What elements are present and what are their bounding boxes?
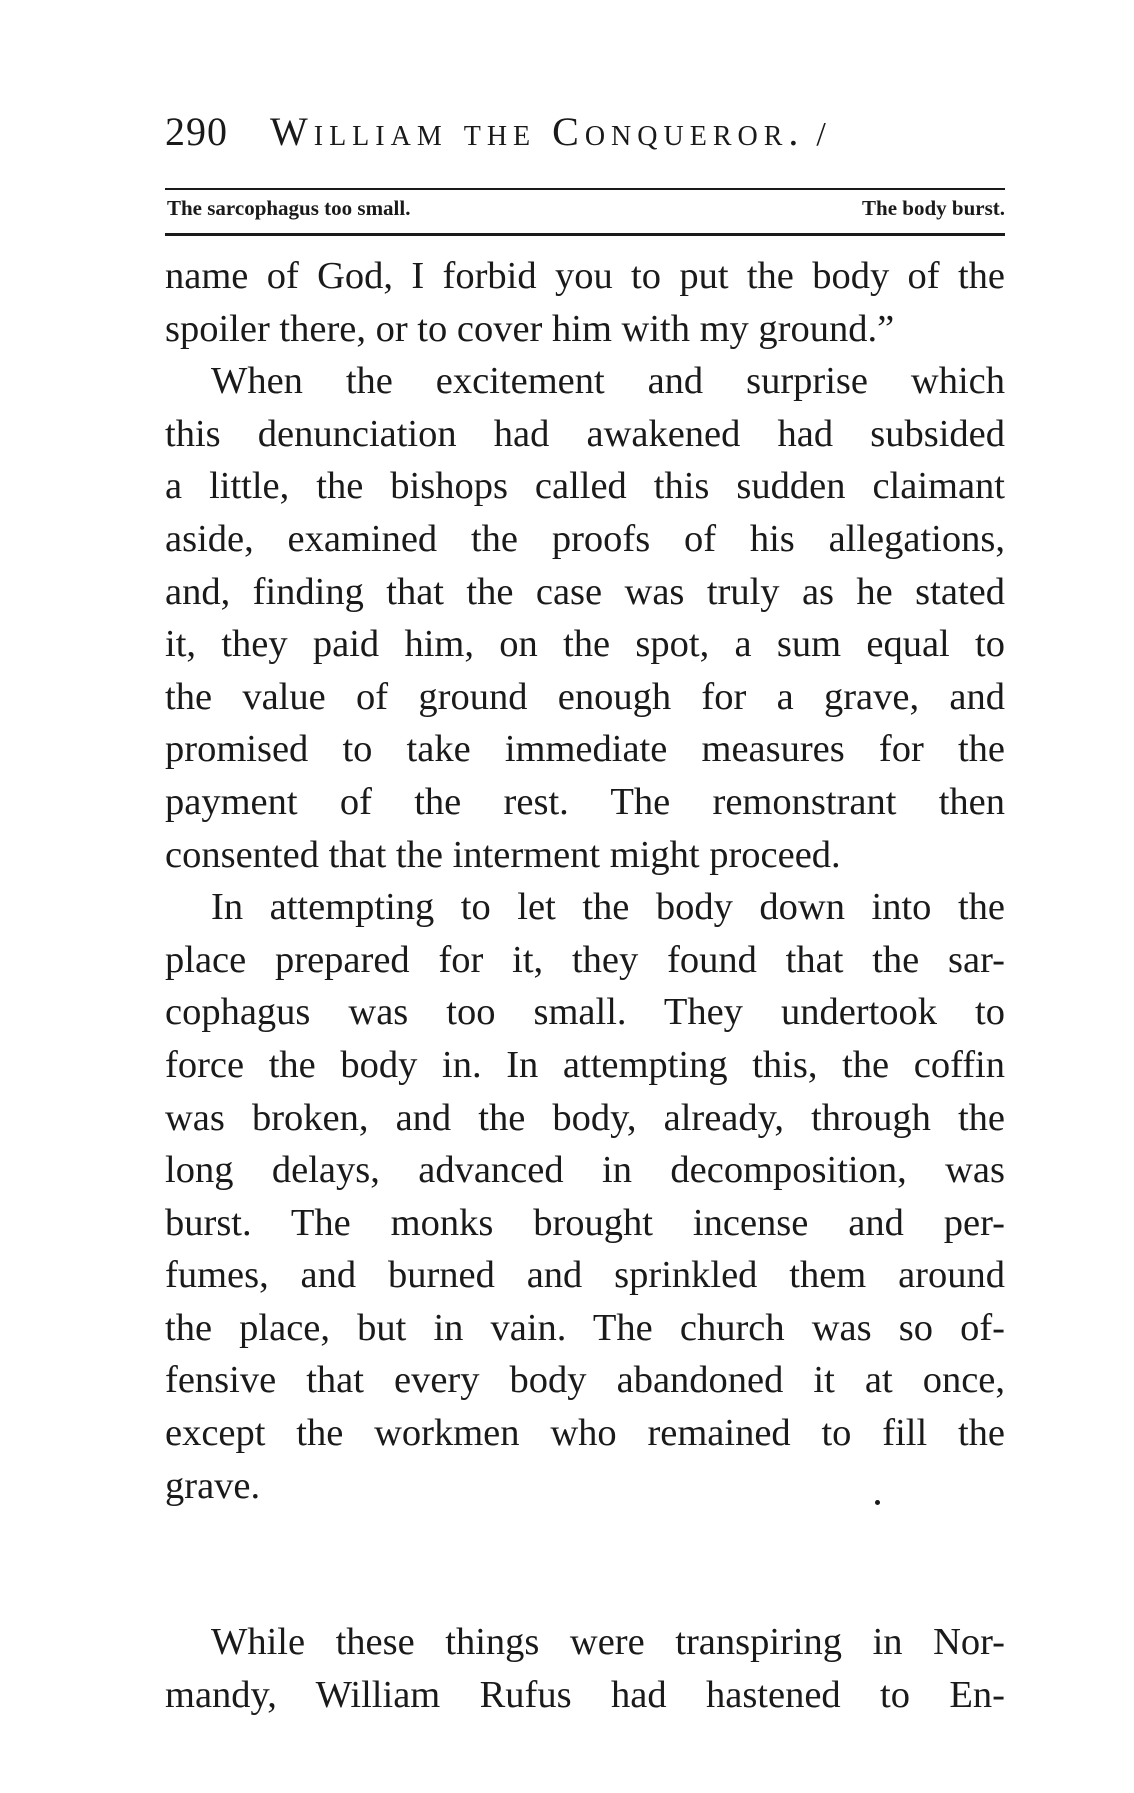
text-line: aside, examined the proofs of his allegations, [165, 517, 1005, 560]
text-line: fensive that every body abandoned it at once, [165, 1359, 1005, 1402]
page-number: 290 [165, 109, 228, 154]
text-line: mandy, William Rufus had hastened to En- [165, 1673, 1005, 1716]
header-mark: / [816, 116, 826, 153]
text-line: a little, the bishops called this sudden claimant [165, 465, 1005, 508]
text-line: fumes, and burned and sprinkled them around [165, 1254, 1005, 1297]
text-line: place prepared for it, they found that the sar- [165, 938, 1005, 981]
text-line: force the body in. In attempting this, the coffin [165, 1043, 1005, 1086]
text-line: it, they paid him, on the spot, a sum equal to [165, 623, 1005, 666]
header-rule-bottom [165, 233, 1005, 236]
paragraph-gap [165, 1512, 1005, 1616]
text-line: promised to take immediate measures for the [165, 728, 1005, 771]
marginal-subheads [167, 196, 1005, 230]
text-line: cophagus was too small. They undertook to [165, 991, 1005, 1034]
text-line: grave. [165, 1464, 261, 1507]
text-line: While these things were transpiring in Nor- [211, 1621, 1005, 1664]
text-line: the value of ground enough for a grave, and [165, 675, 1005, 718]
running-header [165, 108, 1005, 168]
text-line: long delays, advanced in decomposition, was [165, 1149, 1005, 1192]
text-line: In attempting to let the body down into the [211, 886, 1005, 929]
printer-mark-dot [875, 1500, 880, 1505]
text-line: burst. The monks brought incense and per- [165, 1201, 1005, 1244]
subhead-left: The sarcophagus too small. [167, 196, 411, 220]
text-line: and, finding that the case was truly as he stated [165, 570, 1005, 613]
text-line: except the workmen who remained to fill the [165, 1412, 1005, 1455]
text-line: name of God, I forbid you to put the body of the [165, 255, 1005, 297]
running-title: William the Conqueror. [270, 109, 805, 154]
text-line: consented that the interment might proceed. [165, 833, 841, 876]
text-line: spoiler there, or to cover him with my ground.” [165, 307, 895, 350]
text-line: was broken, and the body, already, through the [165, 1096, 1005, 1139]
subhead-right: The body burst. [862, 196, 1005, 220]
text-line: this denunciation had awakened had subsided [165, 412, 1005, 455]
header-rule-top [165, 188, 1005, 190]
text-line: When the excitement and surprise which [211, 360, 1005, 403]
text-line: the place, but in vain. The church was so of- [165, 1306, 1005, 1349]
text-line: payment of the rest. The remonstrant then [165, 780, 1005, 823]
